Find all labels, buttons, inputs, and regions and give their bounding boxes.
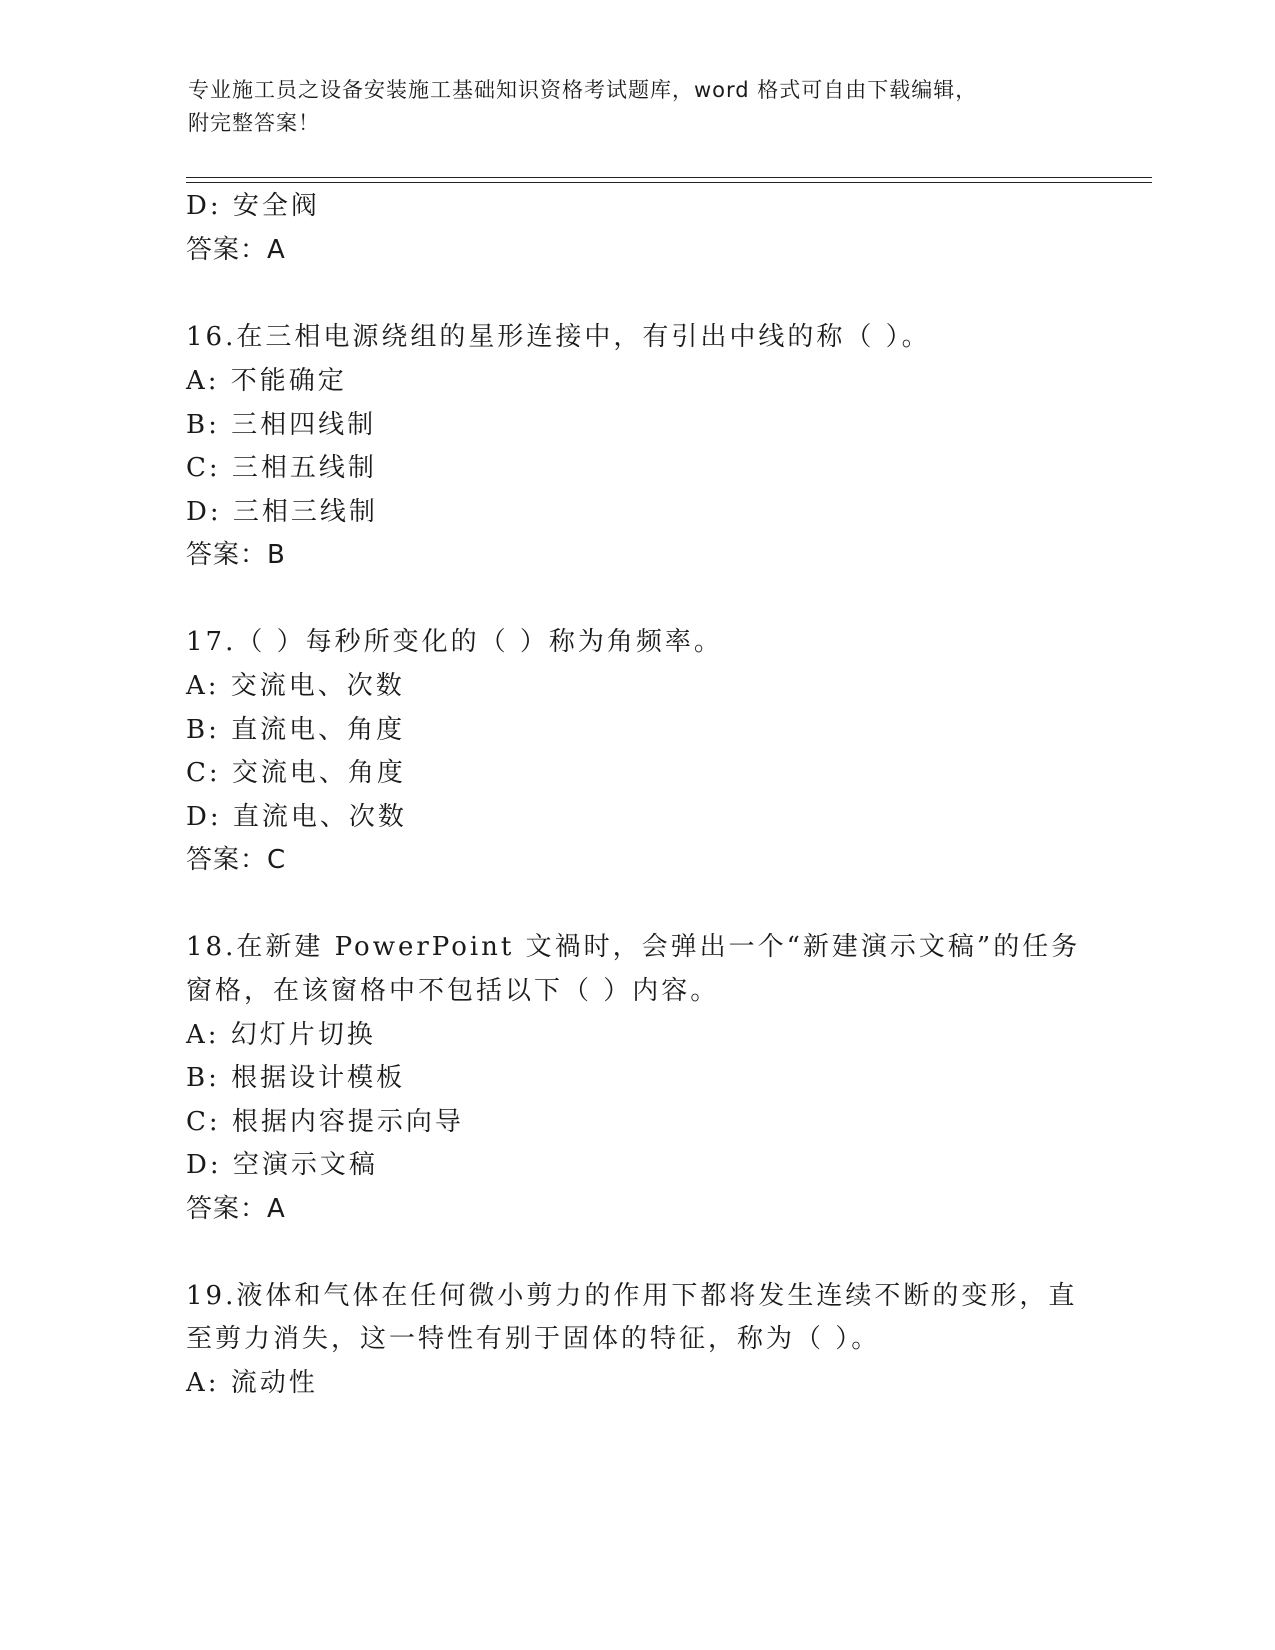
header-divider-top bbox=[186, 177, 1152, 178]
q17-option-d: D: 直流电、次数 bbox=[186, 802, 407, 832]
q18-option-b: B: 根据设计模板 bbox=[186, 1063, 406, 1093]
header-line-1: 专业施工员之设备安装施工基础知识资格考试题库，word 格式可自由下载编辑， bbox=[188, 78, 978, 102]
q18-stem-line-2: 窗格，在该窗格中不包括以下（ ）内容。 bbox=[186, 976, 720, 1006]
q16-answer: 答案：B bbox=[186, 540, 286, 570]
q17-answer: 答案：C bbox=[186, 845, 287, 875]
q19-option-a: A: 流动性 bbox=[186, 1368, 318, 1398]
q17-stem: 17.（ ）每秒所变化的（ ）称为角频率。 bbox=[186, 627, 723, 657]
q18-answer: 答案：A bbox=[186, 1194, 286, 1224]
q19-stem-line-1: 19.液体和气体在任何微小剪力的作用下都将发生连续不断的变形，直 bbox=[186, 1281, 1078, 1311]
header-line-2: 附完整答案！ bbox=[188, 111, 320, 135]
q19-stem-line-2: 至剪力消失，这一特性有别于固体的特征，称为（ ）。 bbox=[186, 1324, 881, 1354]
document-header bbox=[188, 74, 1088, 140]
q17-option-b: B: 直流电、角度 bbox=[186, 715, 406, 745]
q18-stem-line-1: 18.在新建 PowerPoint 文禍时，会弹出一个“新建演示文稿”的任务 bbox=[186, 932, 1081, 962]
q16-stem: 16.在三相电源绕组的星形连接中，有引出中线的称（ ）。 bbox=[186, 322, 931, 352]
q18-option-d: D: 空演示文稿 bbox=[186, 1150, 378, 1180]
q18-option-a: A: 幻灯片切换 bbox=[186, 1020, 376, 1050]
header-divider-bottom bbox=[186, 182, 1152, 183]
q16-option-b: B: 三相四线制 bbox=[186, 410, 377, 440]
q16-option-a: A: 不能确定 bbox=[186, 366, 347, 396]
q16-option-d: D: 三相三线制 bbox=[186, 497, 378, 527]
q17-option-a: A: 交流电、次数 bbox=[186, 671, 405, 701]
prev-answer: 答案：A bbox=[186, 235, 286, 265]
q18-option-c: C: 根据内容提示向导 bbox=[186, 1107, 464, 1137]
q16-option-c: C: 三相五线制 bbox=[186, 453, 377, 483]
prev-option-d: D: 安全阀 bbox=[186, 191, 320, 221]
q17-option-c: C: 交流电、角度 bbox=[186, 758, 406, 788]
